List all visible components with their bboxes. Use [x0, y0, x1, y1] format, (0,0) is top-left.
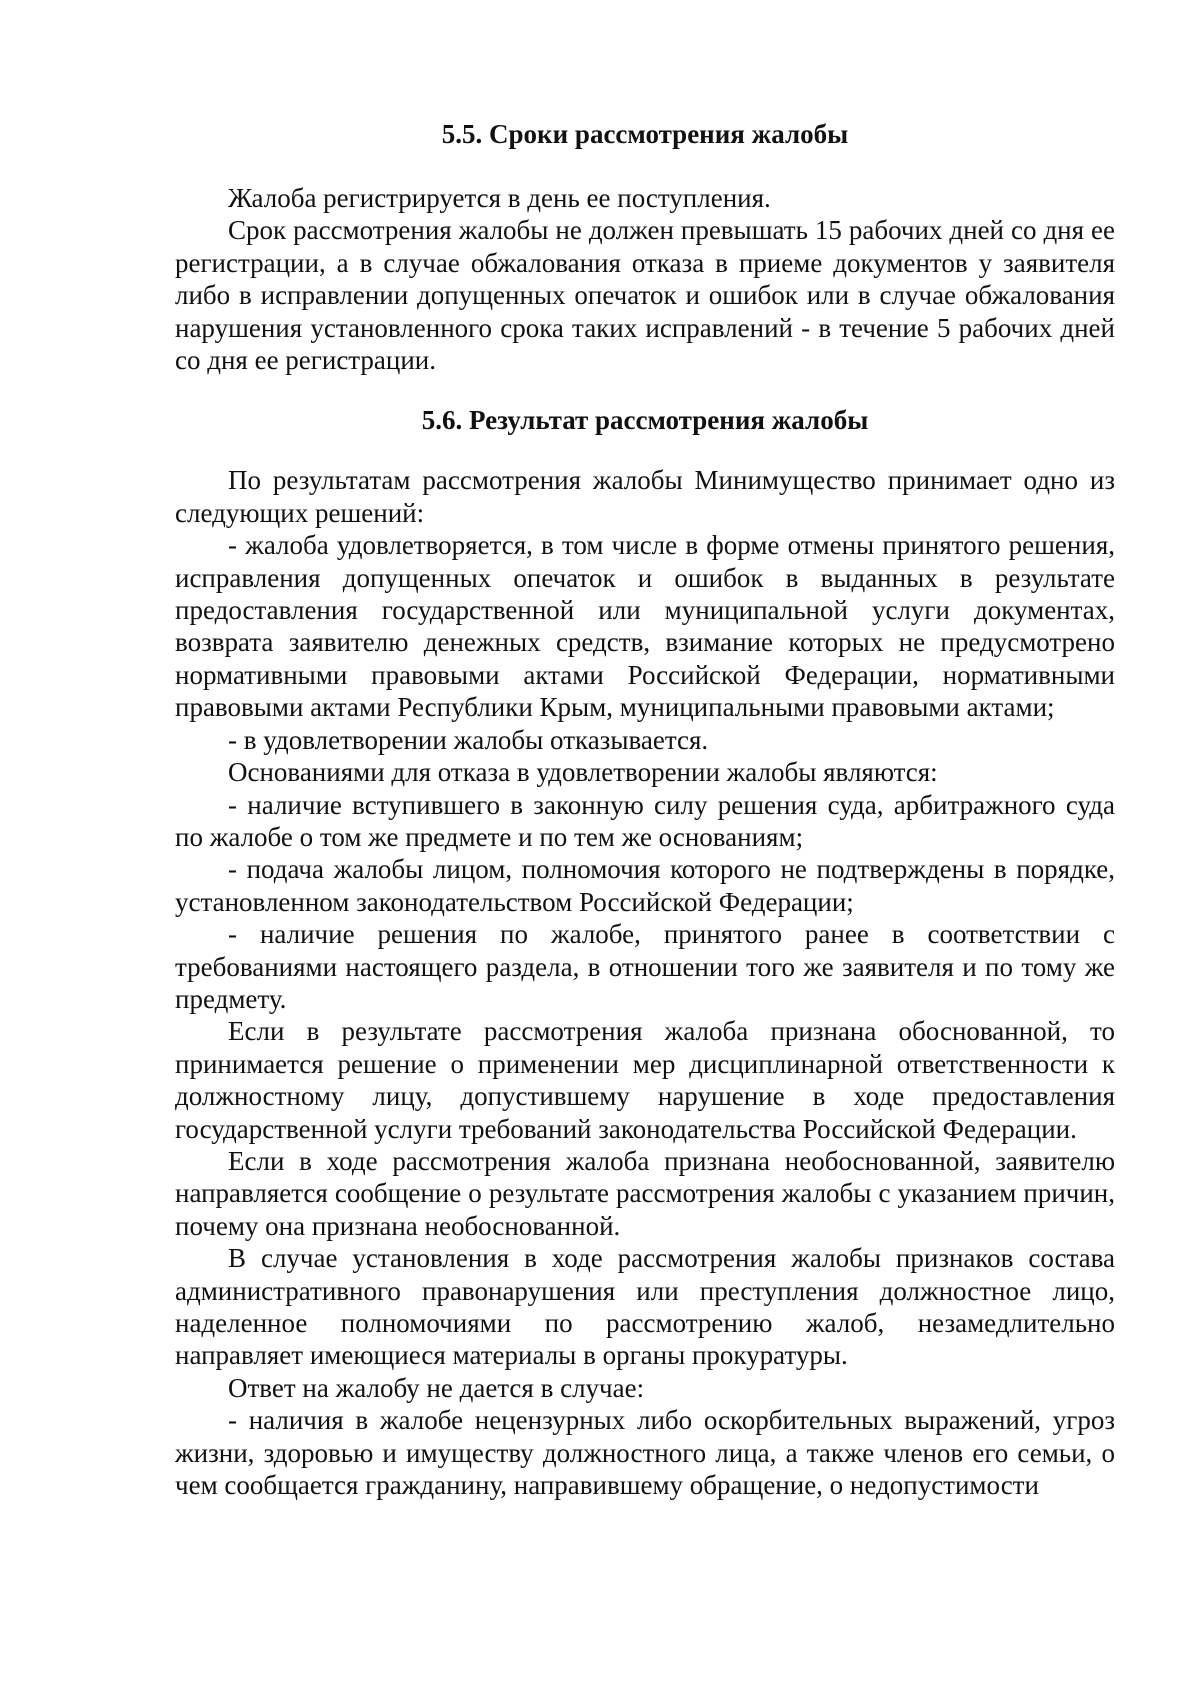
page-content — [175, 118, 1115, 1501]
paragraph: Если в ходе рассмотрения жалоба признана необоснованной, заявителю направляется сообщение о результате рассмотрения жалобы с указанием причин, почему она признана необоснованной. — [175, 1145, 1115, 1241]
paragraph: - в удовлетворении жалобы отказывается. — [228, 724, 709, 755]
section-5-5-heading: 5.5. Сроки рассмотрения жалобы — [441, 119, 849, 149]
paragraph: По результатам рассмотрения жалобы Минимущество принимает одно из следующих решений: — [175, 465, 1115, 528]
paragraph: В случае установления в ходе рассмотрения жалобы признаков состава административного правонарушения или преступления должностное лицо, наделенное полномочиями по рассмотрению жалоб, незамедлительно направляет имеющиеся материалы в органы прокуратуры. — [175, 1243, 1115, 1371]
paragraph: - наличие решения по жалобе, принятого ранее в соответствии с требованиями настоящего раздела, в отношении того же заявителя и по тому же предмету. — [175, 919, 1115, 1014]
paragraph: - наличие вступившего в законную силу решения суда, арбитражного суда по жалобе о том же предмете и по тем же основаниям; — [175, 789, 1115, 852]
paragraph: Жалоба регистрируется в день ее поступления. — [228, 183, 771, 213]
paragraph: - жалоба удовлетворяется, в том числе в форме отмены принятого решения, исправления допущенных опечаток и ошибок в выданных в результате предоставления государственной или муниципальной услуги документах, возврата заявителю денежных средств, взимание которых не предусмотрено нормативными правовыми актами Российской Федерации, нормативными правовыми актами Республики Крым, муниципальными правовыми актами; — [175, 530, 1115, 723]
paragraph: Ответ на жалобу не дается в случае: — [228, 1372, 645, 1403]
paragraph: - наличия в жалобе нецензурных либо оскорбительных выражений, угроз жизни, здоровью и имуществу должностного лица, а также членов его семьи, о чем сообщается гражданину, направившему обращение, о недопустимости — [175, 1405, 1115, 1501]
section-5-6-heading: 5.6. Результат рассмотрения жалобы — [421, 405, 869, 436]
paragraph: - подача жалобы лицом, полномочия которого не подтверждены в порядке, установленном законодательством Российской Федерации; — [175, 854, 1115, 917]
paragraph: Основаниями для отказа в удовлетворении жалобы являются: — [228, 757, 938, 788]
paragraph: Срок рассмотрения жалобы не должен превышать 15 рабочих дней со дня ее регистрации, а в случае обжалования отказа в приеме документов у заявителя либо в исправлении допущенных опечаток и ошибок или в случае обжалования нарушения установленного срока таких исправлений - в течение 5 рабочих дней со дня ее регистрации. — [175, 215, 1115, 376]
paragraph: Если в результате рассмотрения жалоба признана обоснованной, то принимается решение о применении мер дисциплинарной ответственности к должностному лицу, допустившему нарушение в ходе предоставления государственной услуги требований законодательства Российской Федерации. — [175, 1016, 1115, 1144]
